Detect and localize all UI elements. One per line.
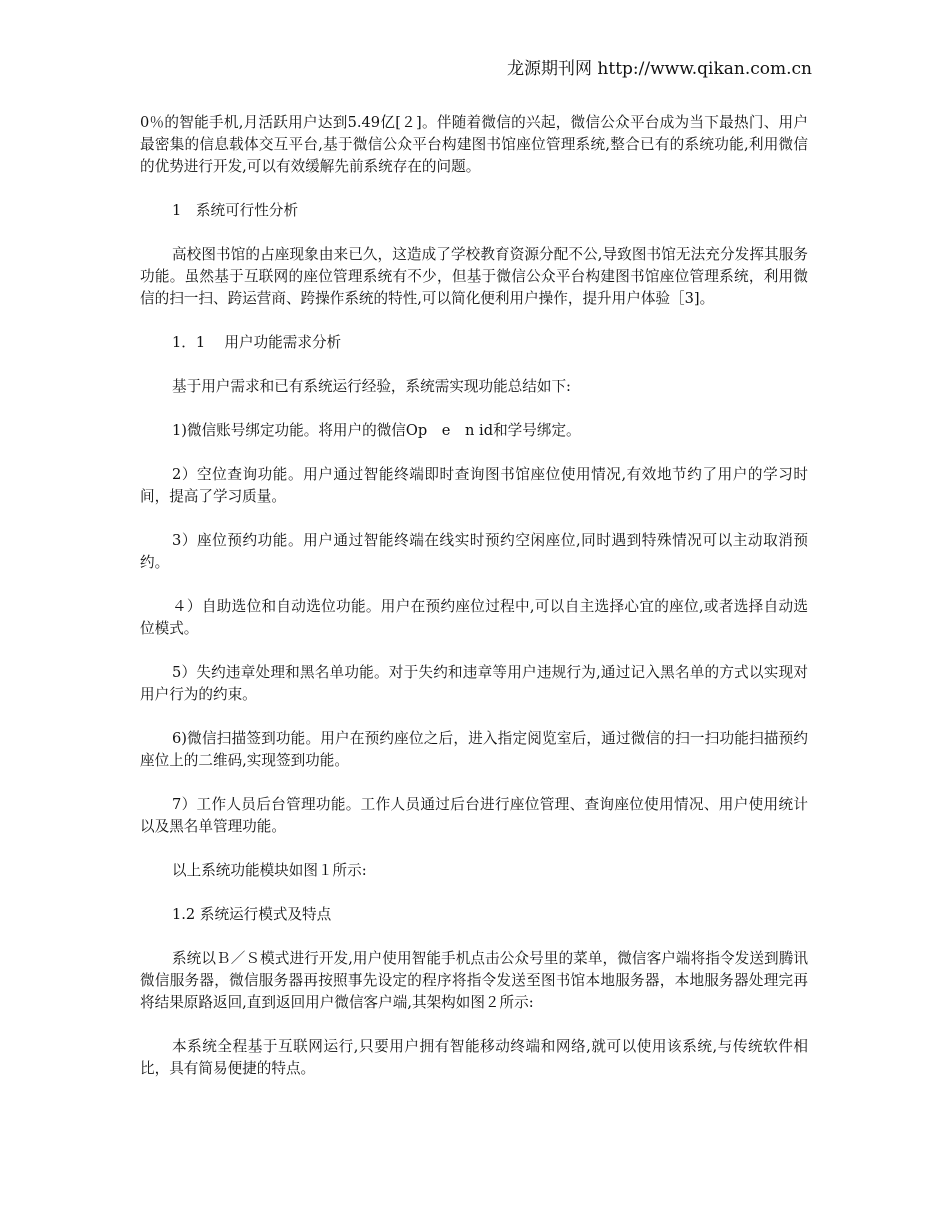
list-item-blacklist: 5）失约违章处理和黑名单功能。对于失约和违章等用户违规行为,通过记入黑名单的方式以实现对用户行为的约束。 bbox=[140, 664, 808, 703]
paragraph-requirements-summary: 基于用户需求和已有系统运行经验，系统需实现功能总结如下: bbox=[172, 378, 571, 395]
paragraph-architecture: 系统以Ｂ／Ｓ模式进行开发,用户使用智能手机点击公众号里的菜单，微信客户端将指令发送到腾讯微信服务器，微信服务器再按照事先设定的程序将指令发送至图书馆本地服务器，本地服务器处理完再将结果原路返回,直到返回用户微信客户端,其架构如图２所示: bbox=[140, 950, 808, 1011]
page-header-source: 龙源期刊网 http://www.qikan.com.cn bbox=[507, 59, 812, 79]
paragraph-features: 本系统全程基于互联网运行,只要用户拥有智能移动终端和网络,就可以使用该系统,与传统软件相比，具有简易便捷的特点。 bbox=[140, 1038, 808, 1077]
subsection-heading-mode: 1.2 系统运行模式及特点 bbox=[172, 906, 332, 923]
list-item-wechat-binding: 1)微信账号绑定功能。将用户的微信Op e n id和学号绑定。 bbox=[172, 422, 581, 439]
section-heading-feasibility: 1 系统可行性分析 bbox=[172, 202, 299, 219]
list-item-seat-selection: ４）自助选位和自动选位功能。用户在预约座位过程中,可以自主选择心宜的座位,或者选择自动选位模式。 bbox=[140, 598, 808, 637]
paragraph-intro: 0％的智能手机,月活跃用户达到5.49亿[２]。伴随着微信的兴起，微信公众平台成为当下最热门、用户最密集的信息载体交互平台,基于微信公众平台构建图书馆座位管理系统,整合已有的系统功能,利用微信的优势进行开发,可以有效缓解先前系统存在的问题。 bbox=[140, 114, 808, 175]
paragraph-feasibility: 高校图书馆的占座现象由来已久，这造成了学校教育资源分配不公,导致图书馆无法充分发挥其服务功能。虽然基于互联网的座位管理系统有不少，但基于微信公众平台构建图书馆座位管理系统，利用微信的扫一扫、跨运营商、跨操作系统的特性,可以简化便利用户操作，提升用户体验［3]。 bbox=[140, 246, 808, 307]
list-item-seat-query: 2）空位查询功能。用户通过智能终端即时查询图书馆座位使用情况,有效地节约了用户的学习时间，提高了学习质量。 bbox=[140, 466, 808, 505]
paragraph-figure1-ref: 以上系统功能模块如图１所示: bbox=[172, 862, 367, 879]
list-item-admin-backend: 7）工作人员后台管理功能。工作人员通过后台进行座位管理、查询座位使用情况、用户使用统计以及黑名单管理功能。 bbox=[140, 796, 808, 835]
subsection-heading-requirements: 1．1 用户功能需求分析 bbox=[172, 334, 342, 351]
list-item-seat-reservation: 3）座位预约功能。用户通过智能终端在线实时预约空闲座位,同时遇到特殊情况可以主动取消预约。 bbox=[140, 532, 808, 571]
article-body bbox=[140, 112, 808, 1102]
list-item-scan-checkin: 6)微信扫描签到功能。用户在预约座位之后，进入指定阅览室后，通过微信的扫一扫功能扫描预约座位上的二维码,实现签到功能。 bbox=[140, 730, 808, 769]
